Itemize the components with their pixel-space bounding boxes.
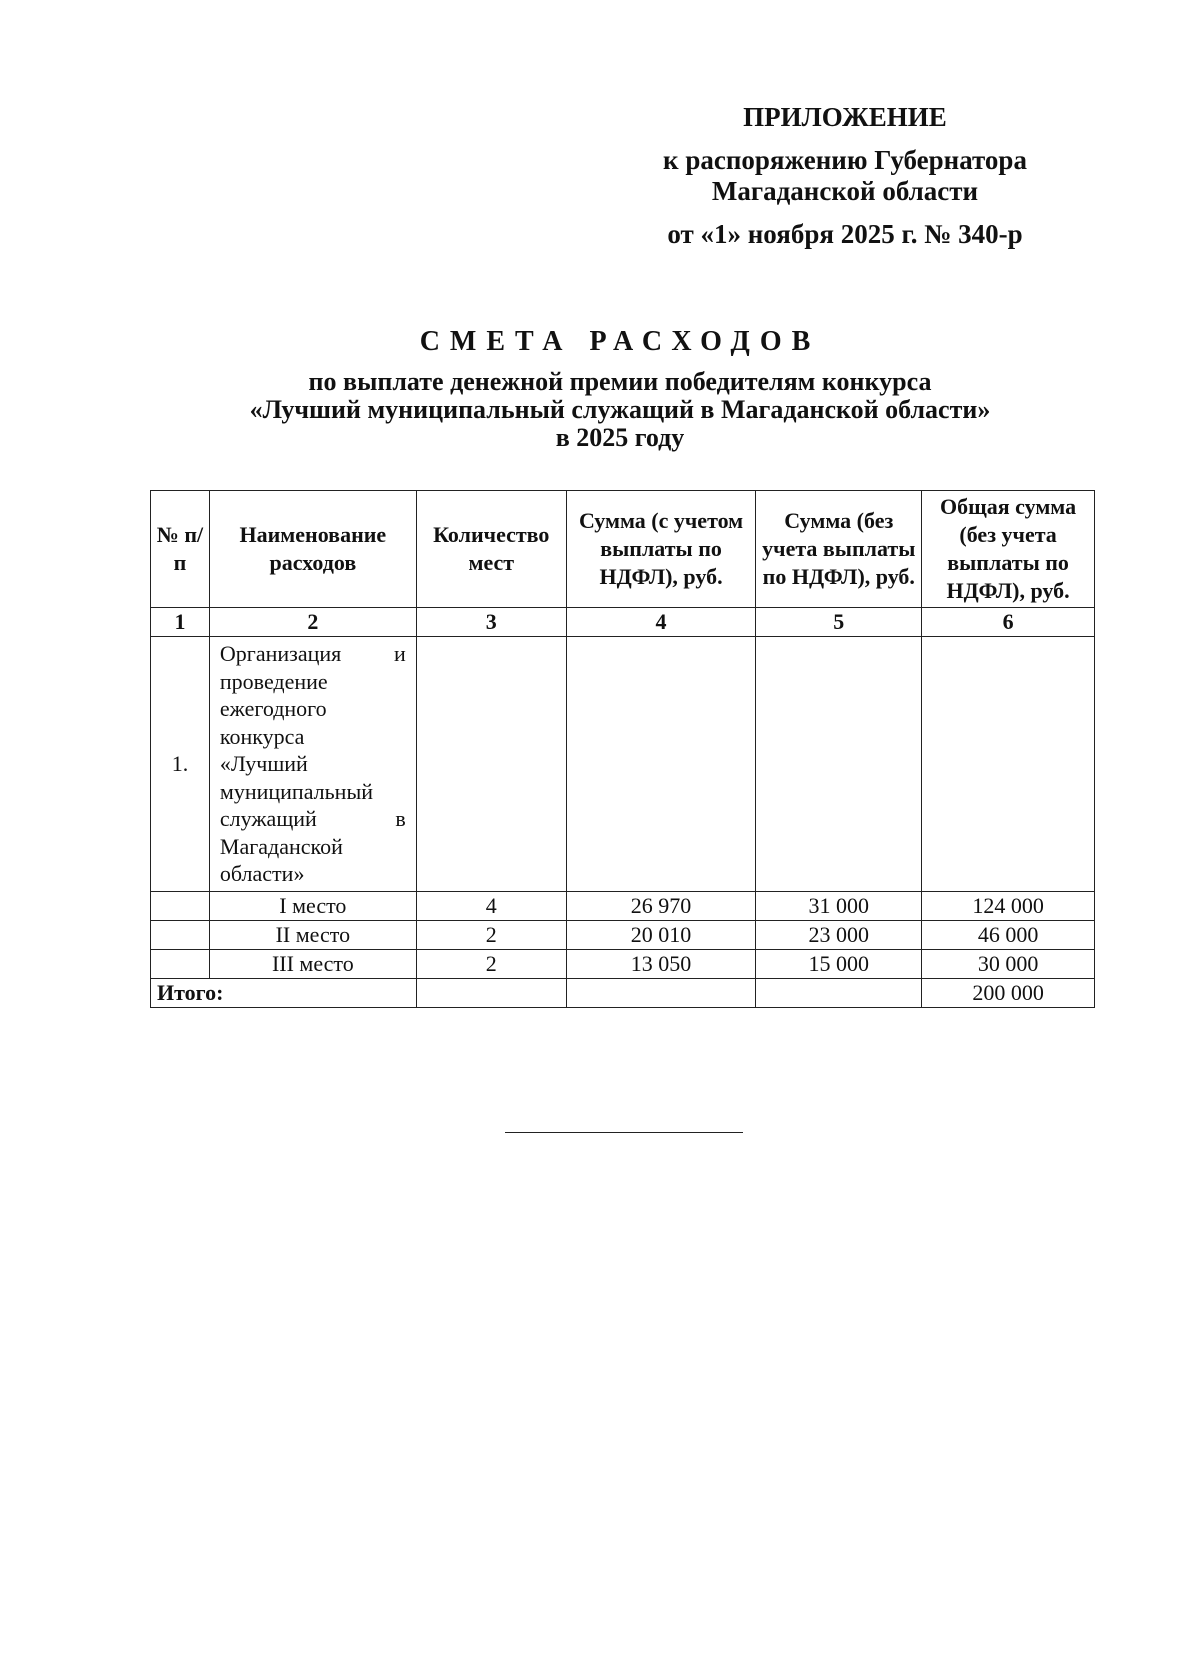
table-row — [151, 891, 1095, 920]
place-sum-without-tax: 15 000 — [756, 949, 922, 978]
item-name-line: конкурса — [219, 723, 305, 749]
estimate-table — [150, 490, 1095, 1008]
table-row — [151, 949, 1095, 978]
place-count: 2 — [416, 949, 566, 978]
item-name-line: «Лучший — [219, 751, 308, 776]
item-name-line: служащий в — [219, 806, 406, 831]
appendix-date-line: от «1» ноября 2025 г. № 340-р — [667, 219, 1023, 249]
heading-line-1: по выплате денежной премии победителям конкурса — [308, 367, 932, 396]
place-total: 30 000 — [922, 949, 1095, 978]
total-value: 200 000 — [922, 978, 1095, 1007]
item-name-line: проведение — [219, 668, 328, 694]
place-name: I место — [209, 891, 416, 920]
column-number: 2 — [209, 608, 416, 637]
place-total: 124 000 — [922, 891, 1095, 920]
column-number: 6 — [922, 608, 1095, 637]
header-count: Количество мест — [416, 491, 566, 608]
appendix-line-2: Магаданской области — [711, 176, 979, 206]
header-sum-with-tax: Сумма (с учетом выплаты по НДФЛ), руб. — [566, 491, 756, 608]
item-name — [209, 637, 416, 892]
place-name: II место — [209, 920, 416, 949]
item-sum-without-tax — [756, 637, 922, 892]
item-name-line: Магаданской — [219, 833, 343, 859]
place-number — [151, 920, 210, 949]
column-number: 3 — [416, 608, 566, 637]
appendix-block — [600, 102, 1090, 250]
total-row — [151, 978, 1095, 1007]
appendix-title: ПРИЛОЖЕНИЕ — [743, 102, 947, 132]
header-number: № п/п — [151, 491, 210, 608]
column-number: 5 — [756, 608, 922, 637]
place-total: 46 000 — [922, 920, 1095, 949]
header-row — [151, 491, 1095, 608]
column-number-row — [151, 608, 1095, 637]
heading-line-2: «Лучший муниципальный служащий в Магаданской области» — [249, 395, 991, 424]
appendix-line-1: к распоряжению Губернатора — [663, 145, 1027, 175]
total-count — [416, 978, 566, 1007]
item-name-line: области» — [219, 861, 305, 886]
place-count: 4 — [416, 891, 566, 920]
column-number: 1 — [151, 608, 210, 637]
total-sum-with-tax — [566, 978, 756, 1007]
item-name-line: ежегодного — [219, 696, 327, 721]
total-label: Итого: — [151, 978, 417, 1007]
column-number: 4 — [566, 608, 756, 637]
item-row — [151, 637, 1095, 892]
place-count: 2 — [416, 920, 566, 949]
place-name: III место — [209, 949, 416, 978]
place-sum-with-tax: 13 050 — [566, 949, 756, 978]
total-sum-without-tax — [756, 978, 922, 1007]
item-name-line: Организация и — [219, 641, 406, 666]
item-number: 1. — [151, 637, 210, 892]
place-sum-without-tax: 31 000 — [756, 891, 922, 920]
document-heading — [0, 326, 1200, 452]
place-sum-with-tax: 26 970 — [566, 891, 756, 920]
heading-line-3: в 2025 году — [555, 423, 685, 452]
place-sum-without-tax: 23 000 — [756, 920, 922, 949]
header-total-sum: Общая сумма (без учета выплаты по НДФЛ), руб. — [922, 491, 1095, 608]
item-count — [416, 637, 566, 892]
header-name: Наименование расходов — [209, 491, 416, 608]
item-sum-with-tax — [566, 637, 756, 892]
place-number — [151, 949, 210, 978]
place-number — [151, 891, 210, 920]
table-row — [151, 920, 1095, 949]
item-total — [922, 637, 1095, 892]
closing-divider-line — [505, 1132, 743, 1133]
place-sum-with-tax: 20 010 — [566, 920, 756, 949]
item-name-line: муниципальный — [219, 778, 373, 804]
header-sum-without-tax: Сумма (без учета выплаты по НДФЛ), руб. — [756, 491, 922, 608]
document-title: СМЕТА РАСХОДОВ — [419, 326, 821, 357]
